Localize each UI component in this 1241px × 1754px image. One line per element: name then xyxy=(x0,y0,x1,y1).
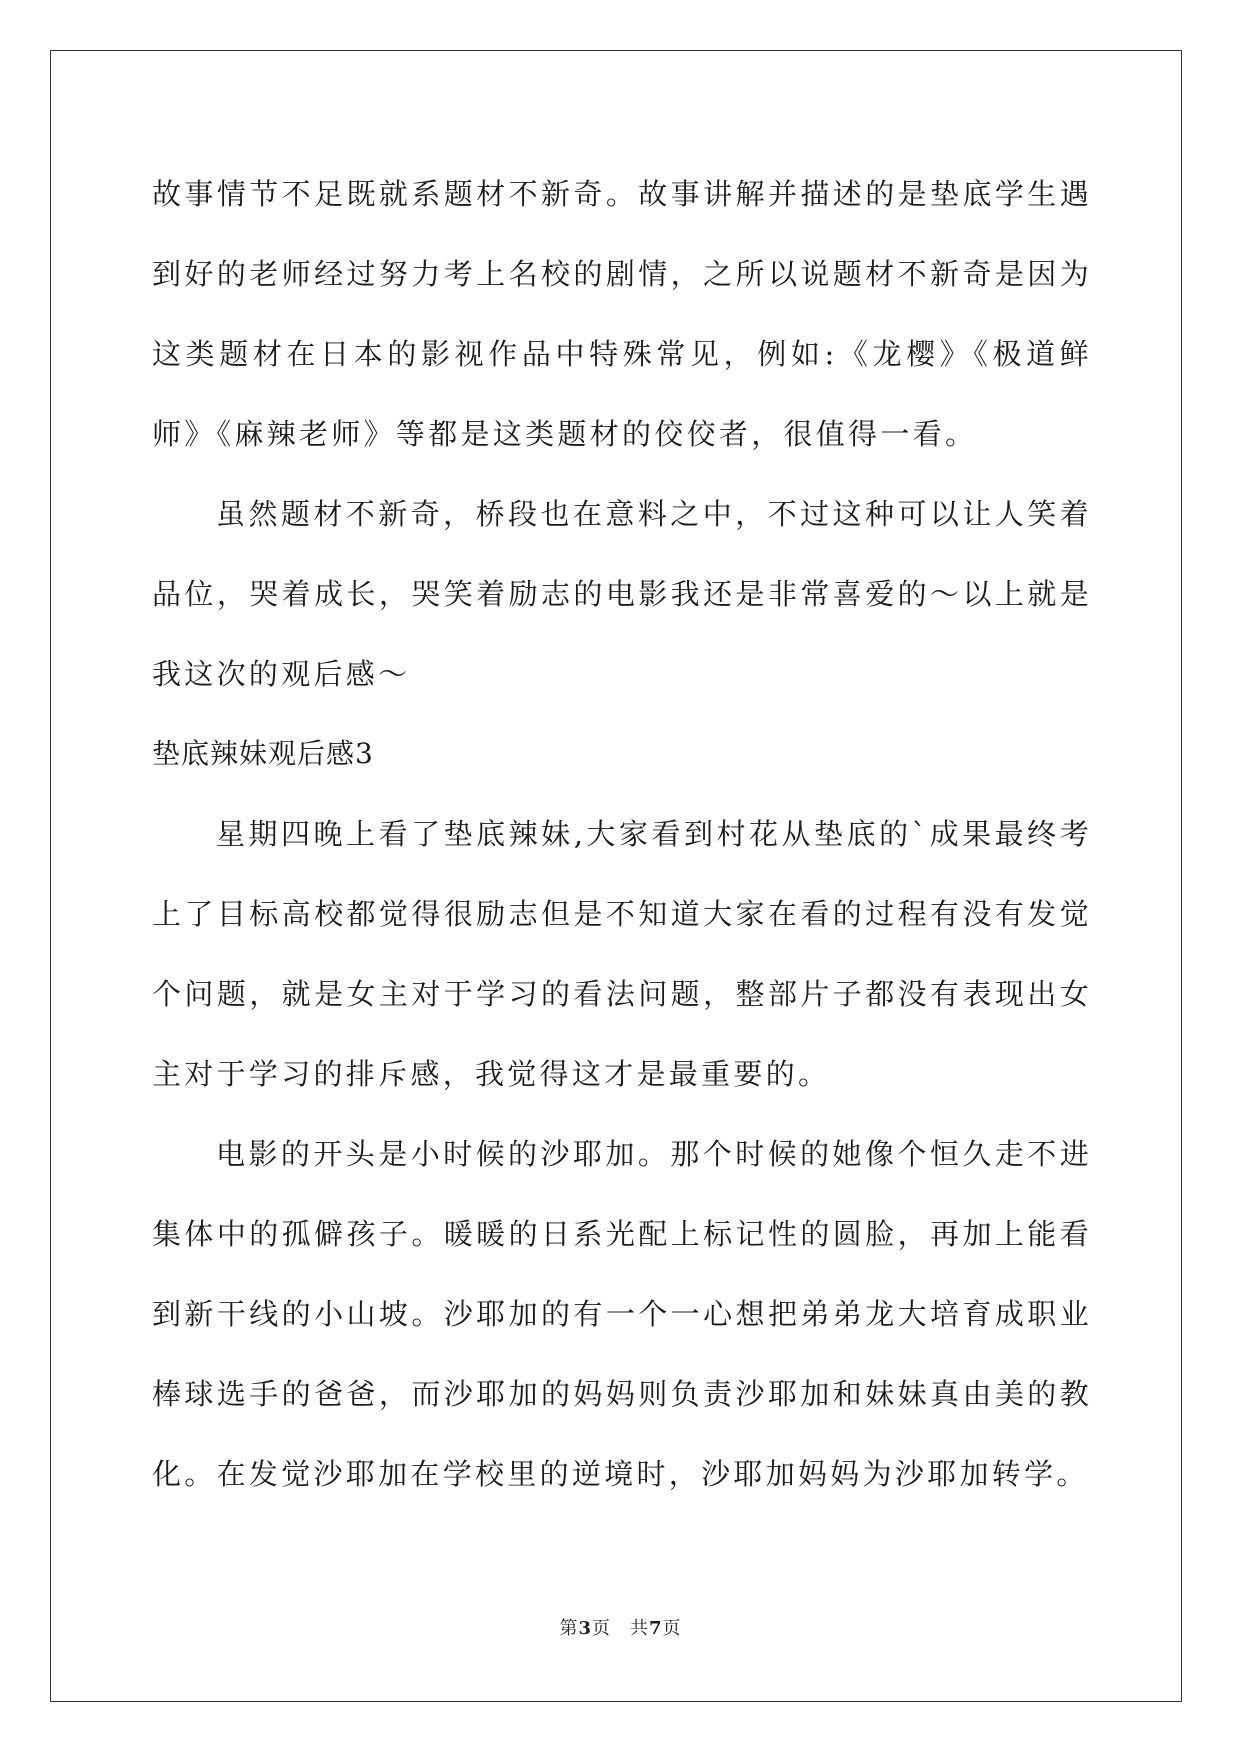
total-pages-number: 7 xyxy=(649,1618,663,1639)
paragraph-thursday-viewing: 星期四晚上看了垫底辣妹,大家看到村花从垫底的`成果最终考上了目标高校都觉得很励志但是不知道大家在看的过程有没有发觉个问题，就是女主对于学习的看法问题，整部片子都没有表现出女主对于学习的排斥感，我觉得这才是最重要的。 xyxy=(152,817,1092,1091)
paragraph-plot-intro: 故事情节不足既就系题材不新奇。故事讲解并描述的是垫底学生遇到好的老师经过努力考上名校的剧情，之所以说题材不新奇是因为这类题材在日本的影视作品中特殊常见，例如:《龙樱》《极道鲜师》《麻辣老师》等都是这类题材的佼佼者，很值得一看。 xyxy=(152,177,1092,451)
footer-middle: 页 共 xyxy=(592,1618,649,1639)
paragraph-movie-opening: 电影的开头是小时候的沙耶加。那个时候的她像个恒久走不进集体中的孤僻孩子。暖暖的日系光配上标记性的圆脸，再加上能看到新干线的小山坡。沙耶加的有一个一心想把弟弟龙大培育成职业棒球选手的爸爸，而沙耶加的妈妈则负责沙耶加和妹妹真由美的教化。在发觉沙耶加在学校里的逆境时，沙耶加妈妈为沙耶加转学。 xyxy=(152,1137,1092,1491)
footer-prefix: 第 xyxy=(559,1618,579,1639)
document-body xyxy=(152,154,1092,1514)
page-footer xyxy=(0,1614,1241,1640)
paragraph-conclusion: 虽然题材不新奇，桥段也在意料之中，不过这种可以让人笑着品位，哭着成长，哭笑着励志的电影我还是非常喜爱的～以上就是我这次的观后感～ xyxy=(152,497,1092,691)
current-page-number: 3 xyxy=(578,1618,592,1639)
section-heading: 垫底辣妹观后感3 xyxy=(152,737,374,770)
footer-suffix: 页 xyxy=(662,1618,682,1639)
